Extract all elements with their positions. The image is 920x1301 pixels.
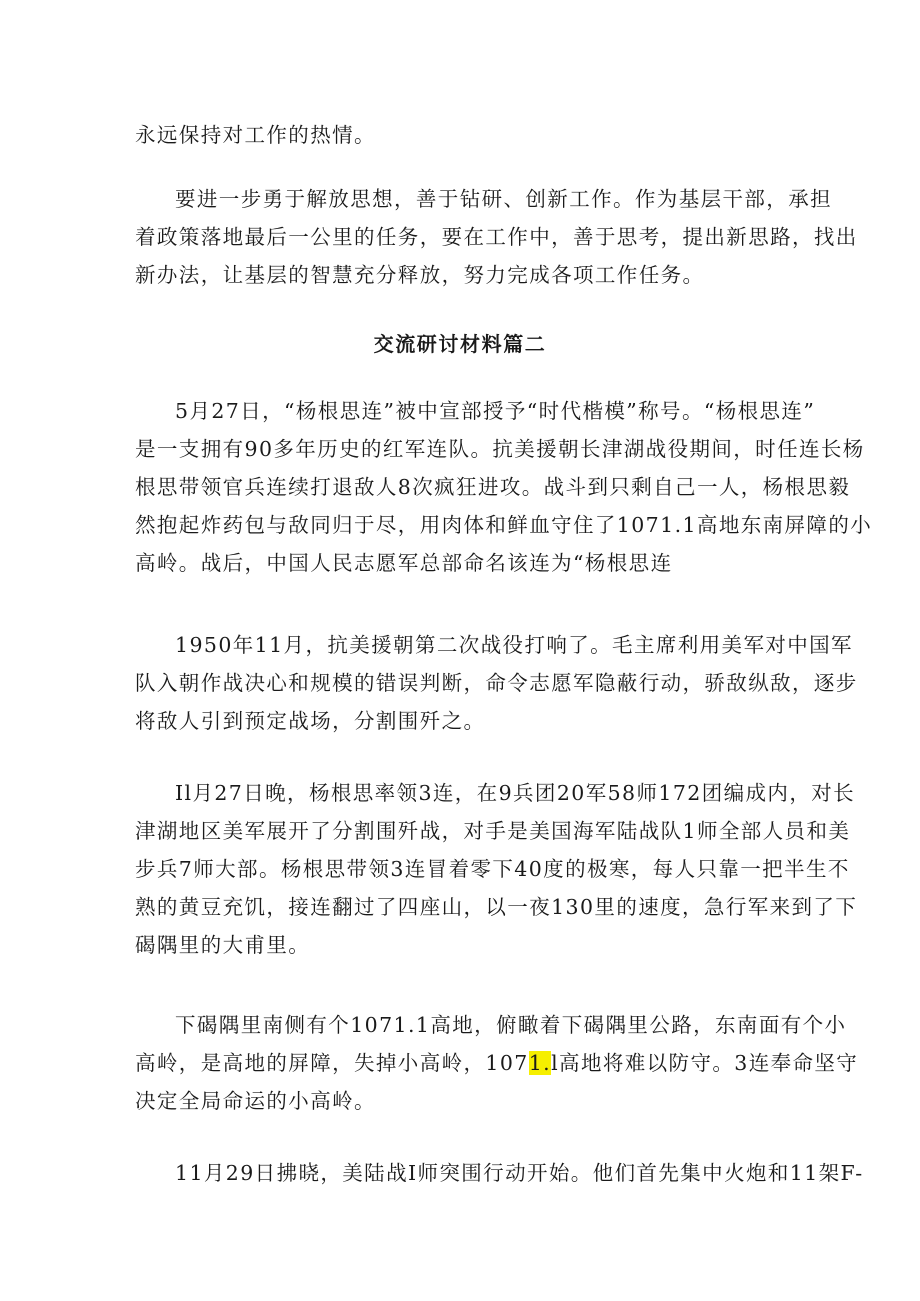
text-line: 步兵7师大部。杨根思带领3连冒着零下40度的极寒，每人只靠一把半生不 xyxy=(135,857,850,881)
text-line: 然抱起炸药包与敌同归于尽，用肉体和鲜血守住了1071.1高地东南屏障的小 xyxy=(135,513,873,537)
text-line: 永远保持对工作的热情。 xyxy=(135,123,376,147)
text-line: 高岭。战后，中国人民志愿军总部命名该连为“杨根思连 xyxy=(135,551,673,575)
paragraph-5 xyxy=(135,774,858,964)
text-line: 将敌人引到预定战场，分割围歼之。 xyxy=(135,709,486,733)
paragraph-7 xyxy=(135,1154,864,1192)
text-line: 要进一步勇于解放思想，善于钻研、创新工作。作为基层干部，承担 xyxy=(175,187,832,211)
text-line: 队入朝作战决心和规模的错误判断，命令志愿军隐蔽行动，骄敌纵敌，逐步 xyxy=(135,671,858,695)
text-line: 5月27日，“杨根思连”被中宣部授予“时代楷模”称号。“杨根思连” xyxy=(175,399,816,423)
text-line: 决定全局命运的小高岭。 xyxy=(135,1089,376,1113)
text-segment: 高岭，是高地的屏障，失掉小高岭，107 xyxy=(135,1051,529,1075)
paragraph-6 xyxy=(135,1006,859,1120)
text-line: 津湖地区美军展开了分割围歼战，对手是美国海军陆战队1师全部人员和美 xyxy=(135,819,851,843)
highlighted-text: 1. xyxy=(528,1051,552,1075)
text-line: 是一支拥有90多年历史的红军连队。抗美援朝长津湖战役期间，时任连长杨 xyxy=(135,437,865,461)
text-line: 根思带领官兵连续打退敌人8次疯狂进攻。战斗到只剩自己一人，杨根思毅 xyxy=(135,475,851,499)
text-line: Il月27日晚，杨根思率领3连，在9兵团20军58师172团编成内，对长 xyxy=(175,781,856,805)
text-line: 1950年11月，抗美援朝第二次战役打响了。毛主席利用美军对中国军 xyxy=(175,633,853,657)
text-line: 11月29日拂晓，美陆战I师突围行动开始。他们首先集中火炮和11架F- xyxy=(175,1161,864,1185)
text-line: 新办法，让基层的智慧充分释放，努力完成各项工作任务。 xyxy=(135,263,705,287)
text-line: 下碣隅里南侧有个1071.1高地，俯瞰着下碣隅里公路，东南面有个小 xyxy=(175,1013,847,1037)
text-segment: l高地将难以防守。3连奉命坚守 xyxy=(551,1051,859,1075)
paragraph-1 xyxy=(135,116,790,154)
paragraph-4 xyxy=(135,626,858,740)
text-line: 碣隅里的大甫里。 xyxy=(135,933,311,957)
text-line xyxy=(135,1044,859,1082)
paragraph-3 xyxy=(135,392,873,582)
text-line: 着政策落地最后一公里的任务，要在工作中，善于思考，提出新思路，找出 xyxy=(135,225,858,249)
section-heading: 交流研讨材料篇二 xyxy=(373,332,547,356)
paragraph-2 xyxy=(135,180,858,294)
text-line: 熟的黄豆充饥，接连翻过了四座山，以一夜130里的速度，急行军来到了下 xyxy=(135,895,858,919)
